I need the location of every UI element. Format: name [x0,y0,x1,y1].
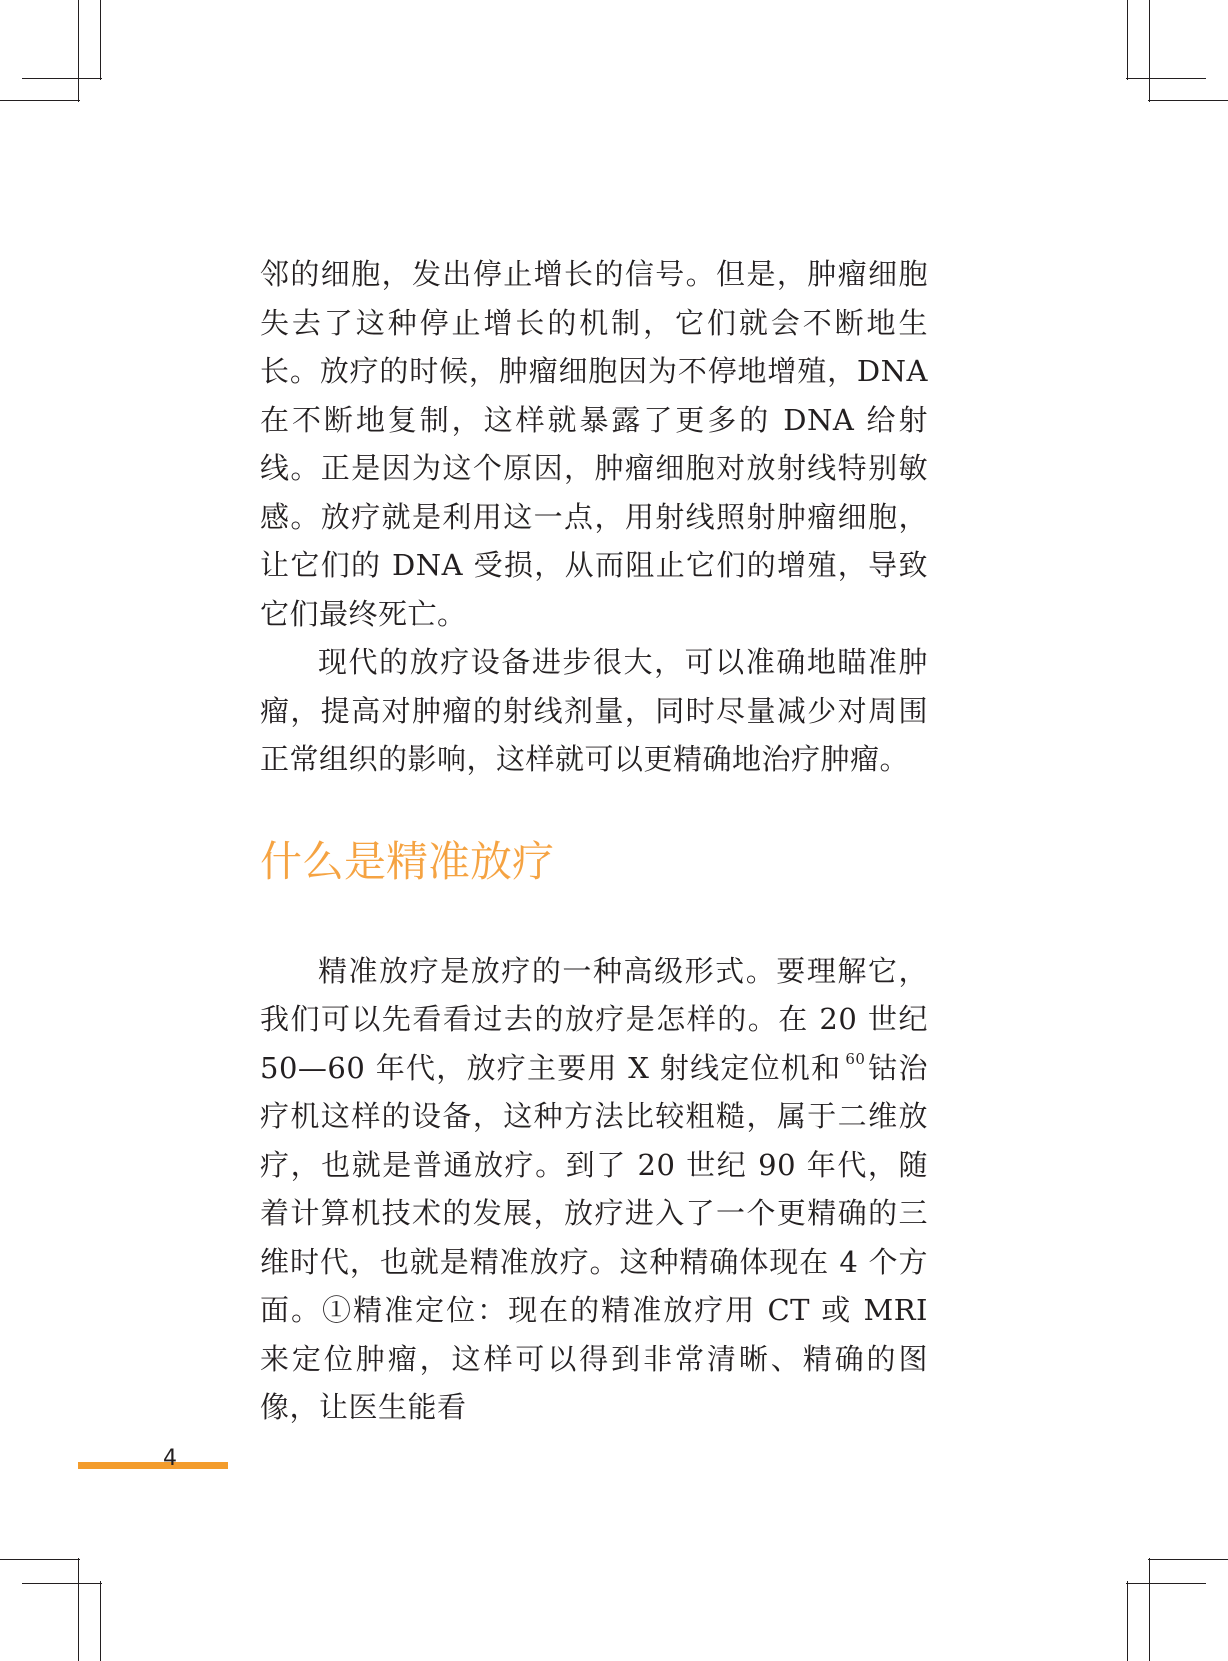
spacer [260,784,928,832]
body-paragraph-1: 邻的细胞，发出停止增长的信号。但是，肿瘤细胞失去了这种停止增长的机制，它们就会不断地生长。放疗的时候，肿瘤细胞因为不停地增殖，DNA 在不断地复制，这样就暴露了更多的 DNA 给射线。正是因为这个原因，肿瘤细胞对放射线特别敏感。放疗就是利用这一点，用射线照射肿瘤细胞，让它们的 DNA 受损，从而阻止它们的增殖，导致它们最终死亡。 [260,257,928,631]
crop-mark-top-right-h1 [1148,100,1228,101]
crop-mark-bottom-right-v1 [1149,1558,1150,1661]
crop-mark-bottom-right-h1 [1148,1559,1228,1560]
crop-mark-bottom-left-h1 [0,1559,80,1560]
crop-mark-top-left-h1 [0,100,80,101]
page-number: 4 [163,1446,177,1471]
page-body [260,250,928,1432]
crop-mark-top-right-v2 [1127,0,1128,80]
crop-mark-top-left-h2 [22,78,102,79]
spacer [260,892,928,947]
crop-mark-bottom-left-h2 [22,1583,102,1584]
body-paragraph-3 [260,947,928,1432]
crop-mark-bottom-right-v2 [1127,1581,1128,1661]
crop-mark-top-left-v1 [78,0,79,102]
crop-mark-top-right-h2 [1126,78,1206,79]
crop-mark-top-left-v2 [100,0,101,80]
superscript-isotope-number: 60 [845,1049,866,1068]
body-paragraph-2: 现代的放疗设备进步很大，可以准确地瞄准肿瘤，提高对肿瘤的射线剂量，同时尽量减少对周围正常组织的影响，这样就可以更精确地治疗肿瘤。 [260,645,928,776]
footer-accent-bar [78,1462,228,1469]
paragraph-3-part-2: 钴治疗机这样的设备，这种方法比较粗糙，属于二维放疗，也就是普通放疗。到了 20 世纪 90 年代，随着计算机技术的发展，放疗进入了一个更精确的三维时代，也就是精准放疗。这种精确体现在 4 个方面。①精准定位：现在的精准放疗用 CT 或 MRI 来定位肿瘤，这样可以得到非常清晰、精确的图像，让医生能看 [260,1050,928,1424]
section-heading: 什么是精准放疗 [260,836,555,886]
crop-mark-top-right-v1 [1149,0,1150,102]
paragraph-3-part-1: 精准放疗是放疗的一种高级形式。要理解它，我们可以先看看过去的放疗是怎样的。在 20 世纪 50—60 年代，放疗主要用 X 射线定位机和 [260,953,928,1085]
crop-mark-bottom-left-v1 [78,1558,79,1661]
crop-mark-bottom-right-h2 [1126,1583,1206,1584]
crop-mark-bottom-left-v2 [100,1581,101,1661]
